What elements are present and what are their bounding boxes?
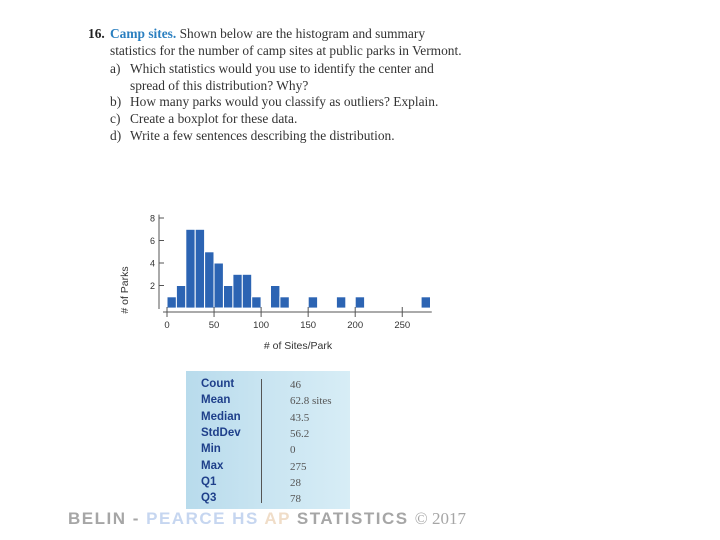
stat-row (186, 443, 350, 460)
histogram-chart (112, 213, 444, 354)
stat-value: 0 (290, 444, 296, 457)
part-text: Create a boxplot for these data. (130, 110, 298, 126)
stat-name: Median (201, 410, 241, 423)
histogram-bar (242, 274, 251, 308)
histogram-bar (271, 286, 280, 309)
problem-heading (88, 26, 468, 59)
stat-name: Q3 (201, 492, 217, 505)
problem-parts (110, 61, 468, 144)
stat-value: 56.2 (290, 427, 310, 440)
histogram-bar (355, 297, 364, 308)
stat-row (186, 476, 350, 493)
stat-name: StdDev (201, 426, 241, 439)
part-a (110, 61, 468, 94)
stat-value: 46 (290, 379, 301, 391)
histogram-bar (336, 297, 345, 308)
y-tick-label: 4 (149, 258, 155, 269)
footer-ap: AP (258, 509, 297, 528)
part-text: How many parks would you classify as outliers? Explain. (130, 94, 439, 110)
stat-value: 62.8 sites (290, 395, 332, 408)
histogram-bar (421, 297, 430, 308)
histogram-bar (176, 286, 185, 309)
stat-value: 43.5 (290, 411, 310, 424)
x-tick-label: 50 (208, 320, 220, 331)
x-axis-label: # of Sites/Park (263, 340, 333, 352)
histogram-bar (167, 297, 176, 308)
problem-intro: Shown below are the histogram and summary statistics for the number of camp sites at public parks in Vermont. (110, 26, 462, 58)
part-d (110, 128, 468, 145)
stat-row (186, 492, 350, 509)
footer-school-name: PEARCE HS (146, 509, 259, 528)
part-label: a) (110, 61, 121, 77)
x-tick-label: 200 (347, 320, 364, 331)
histogram-bar (205, 252, 214, 308)
stat-name: Max (201, 459, 224, 472)
stat-row (186, 460, 350, 477)
y-axis-label: # of Parks (119, 266, 131, 314)
x-tick-label: 100 (253, 320, 270, 331)
part-b (110, 94, 468, 111)
stat-name: Min (201, 443, 221, 456)
stat-value: 275 (290, 460, 307, 473)
stat-value: 78 (290, 493, 301, 506)
histogram-bar (233, 274, 242, 308)
x-tick-label: 250 (394, 320, 411, 331)
stat-row (186, 411, 350, 428)
histogram-bar (224, 286, 233, 309)
histogram-bar (280, 297, 289, 308)
histogram-bar (186, 229, 195, 308)
summary-statistics-table (186, 371, 350, 509)
problem-title: Camp sites. (110, 26, 177, 41)
problem-16 (88, 26, 468, 144)
footer-watermark (68, 509, 466, 529)
y-tick-label: 2 (149, 281, 155, 291)
footer-school: BELIN - (68, 509, 147, 528)
footer-course: STATISTICS (296, 509, 415, 528)
histogram-bar (195, 229, 204, 308)
stat-name: Q1 (201, 475, 217, 488)
histogram-bars (167, 229, 431, 308)
stat-name: Mean (201, 394, 231, 407)
x-tick-label: 150 (300, 320, 317, 331)
problem-number: 16. (88, 26, 105, 41)
footer-copyright: © 2017 (414, 509, 466, 528)
part-label: d) (110, 127, 122, 143)
part-text: Write a few sentences describing the distribution. (130, 127, 395, 143)
part-label: c) (110, 110, 121, 126)
y-axis (150, 214, 164, 310)
part-c (110, 111, 468, 128)
part-label: b) (110, 94, 122, 110)
stat-row (186, 394, 350, 411)
y-tick-label: 6 (149, 236, 155, 246)
histogram-bar (308, 297, 317, 308)
histogram-bar (252, 297, 261, 308)
histogram-bar (214, 263, 223, 308)
y-tick-label: 8 (149, 213, 155, 224)
stat-row (186, 378, 350, 395)
stat-name: Count (201, 378, 235, 390)
part-text: Which statistics would you use to identify the center and spread of this distribution? Why? (130, 61, 434, 93)
stat-value: 28 (290, 476, 301, 489)
x-tick-label: 0 (164, 320, 170, 331)
stat-row (186, 427, 350, 444)
x-axis (163, 307, 432, 331)
